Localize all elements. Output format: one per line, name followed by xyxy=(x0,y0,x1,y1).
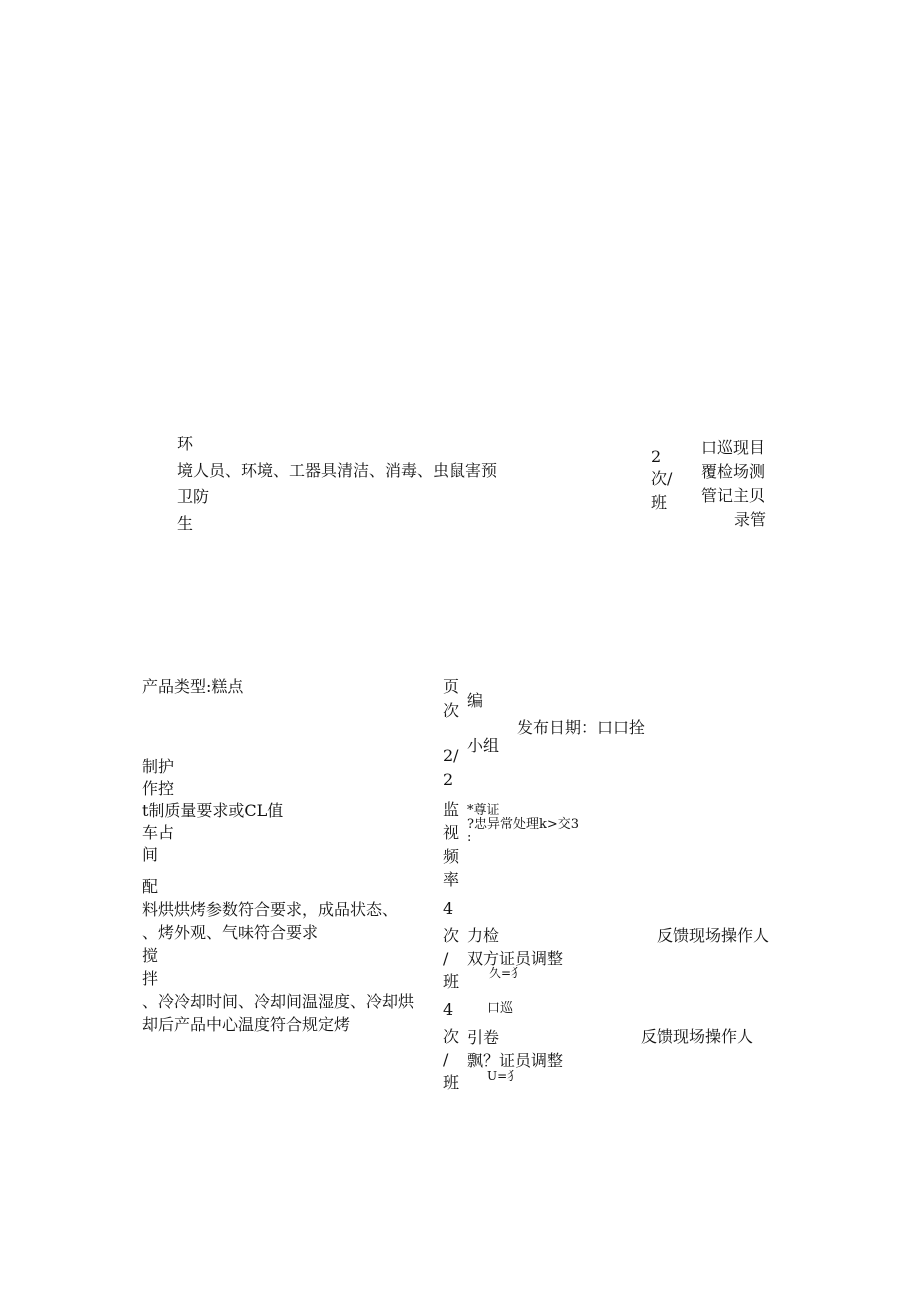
process-line-3: t制质量要求或CL值 xyxy=(142,801,284,820)
upper-method-3: 管记主贝 xyxy=(701,486,766,505)
row2-freq-4: 班 xyxy=(443,1073,460,1092)
monitor-label-3: 频 xyxy=(443,847,460,866)
process-line-4: 车占 xyxy=(142,823,175,842)
row1-freq-4: 班 xyxy=(443,972,460,991)
monitor-label-4: 率 xyxy=(443,870,460,889)
row1-action: 双方证员调整 xyxy=(467,949,564,968)
hygiene-line-4: 生 xyxy=(177,514,194,533)
row2-feedback: 反馈现场操作人 xyxy=(641,1027,754,1046)
page-label-2: 次 xyxy=(443,701,460,720)
row1-feedback: 反馈现场操作人 xyxy=(657,926,770,945)
upper-freq-3: 班 xyxy=(651,493,668,512)
monitor-label-2: 视 xyxy=(443,823,460,842)
upper-method-2: 覆检场测 xyxy=(701,462,766,481)
upper-method-4: 录管 xyxy=(734,510,767,529)
monitor-header-1: *尊证 xyxy=(467,803,500,818)
hygiene-line-1: 环 xyxy=(177,434,194,453)
row2-note: U=犭 xyxy=(487,1069,520,1083)
process-line-5: 间 xyxy=(142,845,159,864)
upper-method-1: 口巡现目 xyxy=(701,438,766,457)
row2-action: 飘？证员调整 xyxy=(467,1051,564,1070)
page-label-1: 页 xyxy=(443,677,460,696)
hygiene-line-3: 卫防 xyxy=(177,487,210,506)
page-number-2: 2 xyxy=(443,770,454,789)
monitor-label-1: 监 xyxy=(443,800,460,819)
monitor-header-3: : xyxy=(467,830,472,845)
upper-freq-2: 次/ xyxy=(651,469,673,488)
process-line-7: 料烘烘烤参数符合要求，成品状态、 xyxy=(142,900,399,919)
process-line-12: 却后产品中心温度符合规定烤 xyxy=(142,1015,351,1034)
process-line-10: 拌 xyxy=(142,969,159,988)
process-line-8: 、烤外观、气味符合要求 xyxy=(142,923,319,942)
group-label: 小组 xyxy=(467,736,500,755)
page-number-1: 2/ xyxy=(443,746,459,765)
upper-freq-1: 2 xyxy=(651,447,662,466)
row2-freq-2: 次 xyxy=(443,1027,460,1046)
release-date: 发布日期：口口拴 xyxy=(517,718,646,737)
process-line-1: 制护 xyxy=(142,757,175,776)
bian-label: 编 xyxy=(467,691,484,710)
row1-freq-1: 4 xyxy=(443,899,454,918)
row1-method: 力检 xyxy=(467,926,500,945)
row1-note: 久=犭 xyxy=(489,966,524,980)
row2-freq-1: 4 xyxy=(443,1000,454,1019)
process-line-6: 配 xyxy=(142,877,159,896)
row1-freq-3: / xyxy=(443,949,449,968)
hygiene-line-2: 境人员、环境、工器具清洁、消毒、虫鼠害预 xyxy=(177,461,498,480)
row2-pre: 口巡 xyxy=(487,1001,514,1016)
product-type: 产品类型:糕点 xyxy=(142,677,244,696)
row1-freq-2: 次 xyxy=(443,926,460,945)
row2-freq-3: / xyxy=(443,1050,449,1069)
process-line-11: 、冷冷却时间、冷却间温湿度、冷却烘 xyxy=(142,992,415,1011)
process-line-2: 作控 xyxy=(142,779,175,798)
monitor-header-2: ?忠异常处理k>交3 xyxy=(467,817,580,832)
row2-method: 引卷 xyxy=(467,1028,500,1047)
process-line-9: 搅 xyxy=(142,946,159,965)
